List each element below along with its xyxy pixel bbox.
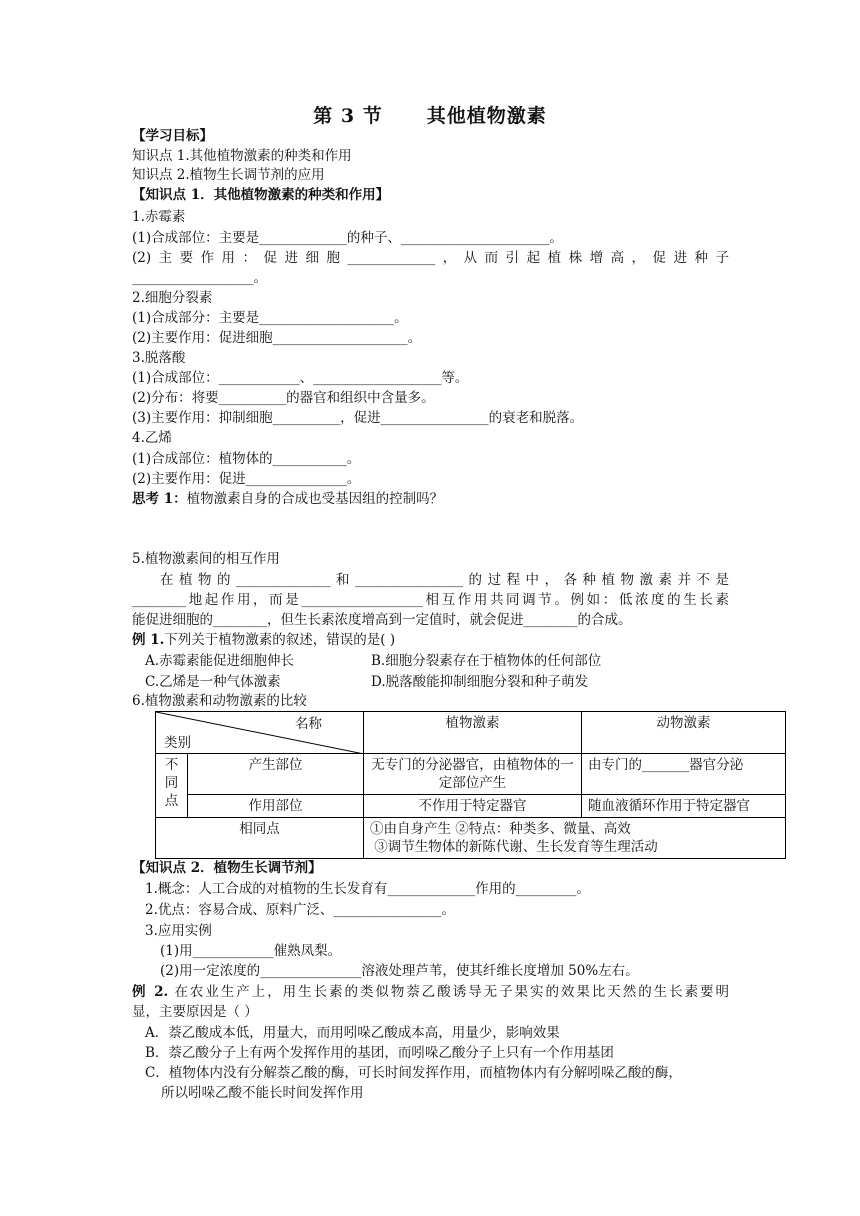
example2-question [132, 983, 729, 1001]
ethylene-function: (2)主要作用：促进_______________。 [132, 471, 361, 487]
plant-action: 不作用于特定器官 [364, 795, 582, 818]
common-line: ①由自身产生 ②特点：种类多、微量、高效 [370, 821, 631, 837]
kp2-heading: 【知识点 2．植物生长调节剂】 [132, 860, 322, 876]
abscisic-distribution: (2)分布：将要__________的器官和组织中含量多。 [132, 390, 435, 406]
gibberellin-site: (1)合成部位：主要是_____________的种子、______________________。 [132, 230, 563, 246]
think-label: 思考 1： [132, 491, 187, 507]
think-text: 植物激素自身的合成也受基因组的控制吗？ [186, 491, 444, 507]
cytokinin-site: (1)合成部分：主要是____________________。 [132, 310, 408, 326]
plant-origin: 无专门的分泌器官，由植物体的一定部位产生 [364, 754, 582, 795]
interaction-paragraph-line: ________地起作用，而是__________________相互作用共同调节。例如：低浓度的生长素 [132, 592, 729, 608]
animal-action: 随血液循环作用于特定器官 [582, 795, 786, 818]
example2-question-cont: 显，主要原因是（ ） [132, 1004, 258, 1020]
compare-title: 6.植物激素和动物激素的比较 [132, 693, 307, 709]
common-points [364, 818, 786, 859]
diff-char: 同 [164, 775, 179, 791]
abscisic-function: (3)主要作用：抑制细胞__________，促进________________的衰老和脱落。 [132, 410, 584, 426]
kp2-concept: 1.概念：人工合成的对植物的生长发育有_____________作用的_________。 [145, 881, 590, 897]
interaction-title: 5.植物激素间的相互作用 [132, 551, 280, 567]
example1-option-a: A.赤霉素能促进细胞伸长 [145, 653, 295, 669]
kp2-advantage: 2.优点：容易合成、原料广泛、________________。 [145, 902, 455, 918]
ethylene-site: (1)合成部位：植物体的___________。 [132, 451, 361, 467]
goal-item: 知识点 1.其他植物激素的种类和作用 [132, 148, 352, 164]
diff-group-label [156, 754, 188, 818]
abscisic-title: 3.脱落酸 [132, 350, 186, 366]
ethylene-title: 4.乙烯 [132, 430, 172, 446]
kp2-examples-title: 3.应用实例 [145, 923, 212, 939]
abscisic-site: (1)合成部位：____________、___________________等。 [132, 370, 469, 386]
example1-option-c: C.乙烯是一种气体激素 [145, 674, 281, 690]
col-header-plant: 植物激素 [364, 712, 582, 754]
cytokinin-title: 2.细胞分裂素 [132, 290, 213, 306]
kp2-example: (1)用____________催熟凤梨。 [160, 943, 342, 959]
think-question [132, 490, 443, 508]
example2-option-c-cont: 所以吲哚乙酸不能长时间发挥作用 [161, 1085, 364, 1101]
kp1-heading: 【知识点 1．其他植物激素的种类和作用】 [132, 187, 390, 203]
kp2-example: (2)用一定浓度的_______________溶液处理芦苇，使其纤维长度增加 50%左右。 [160, 963, 639, 979]
common-line: ③调节生物体的新陈代谢、生长发育等生理活动 [370, 839, 658, 855]
example2-option-c: C．植物体内没有分解萘乙酸的酶，可长时间发挥作用，而植物体内有分解吲哚乙酸的酶， [145, 1065, 682, 1081]
row-label-origin: 产生部位 [188, 754, 364, 795]
example2-text: 在农业生产上，用生长素的类似物萘乙酸诱导无子果实的效果比天然的生长素要明 [174, 984, 729, 1000]
gibberellin-function-cont: __________________。 [132, 270, 267, 286]
diff-char: 不 [164, 757, 179, 773]
row-label-common: 相同点 [156, 818, 364, 859]
example1-text: 下列关于植物激素的叙述，错误的是( ) [164, 632, 396, 648]
comparison-table [155, 711, 786, 859]
section-name: 其他植物激素 [426, 105, 547, 127]
example1-question [132, 631, 395, 649]
table-corner-cell [156, 712, 364, 754]
page-title [0, 101, 860, 128]
example1-option-b: B.细胞分裂素存在于植物体的任何部位 [371, 653, 602, 669]
goals-heading: 【学习目标】 [132, 128, 213, 144]
col-header-animal: 动物激素 [582, 712, 786, 754]
goal-item: 知识点 2.植物生长调节剂的应用 [132, 167, 325, 183]
example1-option-d: D.脱落酸能抑制细胞分裂和种子萌发 [371, 674, 589, 690]
example2-option-a: A．萘乙酸成本低，用量大，而用吲哚乙酸成本高，用量少，影响效果 [145, 1025, 560, 1041]
animal-origin: 由专门的_______器官分泌 [582, 754, 786, 795]
header-name-label: 名称 [295, 716, 322, 732]
gibberellin-function: (2)主要作用：促进细胞_____________，从而引起植株增高，促进种子 [132, 250, 729, 266]
interaction-paragraph-line: 在植物的______________和________________的过程中，各种植物激素并不是 [160, 572, 729, 588]
header-type-label: 类别 [164, 735, 191, 751]
cytokinin-function: (2)主要作用：促进细胞____________________。 [132, 330, 422, 346]
interaction-paragraph-line: 能促进细胞的________，但生长素浓度增高到一定值时，就会促进________的合成。 [132, 612, 632, 628]
example1-label: 例 1. [132, 632, 165, 648]
row-label-action: 作用部位 [188, 795, 364, 818]
example2-label: 例 2. [132, 984, 169, 1000]
diff-char: 点 [164, 793, 179, 809]
gibberellin-title: 1.赤霉素 [132, 209, 186, 225]
section-number: 第 3 节 [313, 105, 383, 127]
example2-option-b: B．萘乙酸分子上有两个发挥作用的基团，而吲哚乙酸分子上只有一个作用基团 [145, 1045, 614, 1061]
